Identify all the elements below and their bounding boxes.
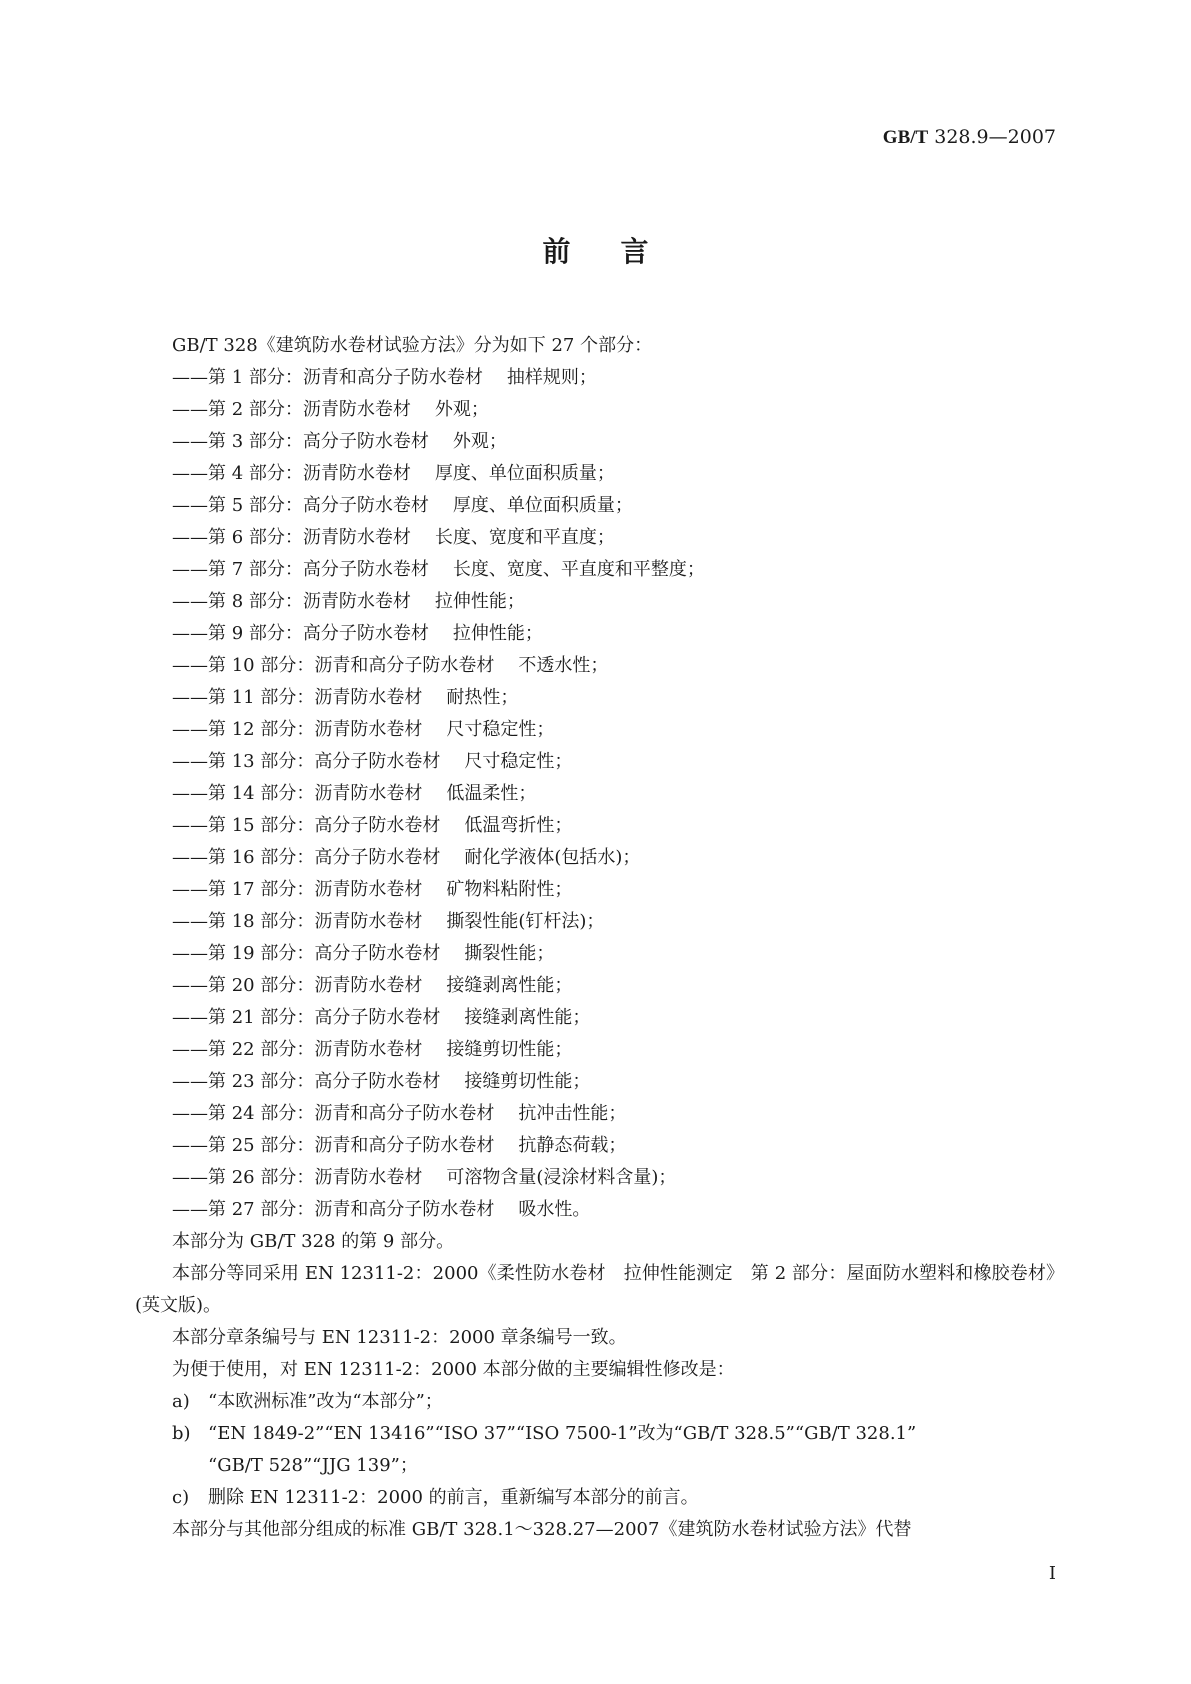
- part-label: ——第 1 部分：沥青和高分子防水卷材: [172, 367, 483, 388]
- part-label: ——第 26 部分：沥青防水卷材: [172, 1167, 423, 1188]
- part-item: [135, 490, 1055, 522]
- part-topic: 拉伸性能；: [434, 591, 525, 612]
- part-item: [135, 938, 1055, 970]
- part-topic: 矿物料粘附性；: [446, 879, 573, 900]
- part-topic: 长度、宽度和平直度；: [434, 527, 615, 548]
- part-item: [135, 586, 1055, 618]
- part-topic: 厚度、单位面积质量；: [452, 495, 633, 516]
- part-item: [135, 810, 1055, 842]
- change-item-b-continuation: “GB/T 528”“JJG 139”；: [208, 1455, 418, 1476]
- part-item: [135, 362, 1055, 394]
- part-topic: 外观；: [452, 431, 507, 452]
- part-topic: 不透水性；: [518, 655, 609, 676]
- part-item: [135, 554, 1055, 586]
- part-item: [135, 682, 1055, 714]
- intro-paragraph: GB/T 328《建筑防水卷材试验方法》分为如下 27 个部分：: [172, 335, 653, 356]
- part-topic: 耐热性；: [446, 687, 519, 708]
- part-item: [135, 1002, 1055, 1034]
- part-label: ——第 6 部分：沥青防水卷材: [172, 527, 411, 548]
- part-label: ——第 24 部分：沥青和高分子防水卷材: [172, 1103, 495, 1124]
- list-label: a): [172, 1391, 190, 1412]
- change-item-a: [135, 1386, 1055, 1418]
- part-topic: 耐化学液体(包括水)；: [464, 847, 641, 868]
- part-topic: 厚度、单位面积质量；: [434, 463, 615, 484]
- part-item: [135, 1162, 1055, 1194]
- part-topic: 接缝剪切性能；: [446, 1039, 573, 1060]
- part-item: [135, 842, 1055, 874]
- part-item: [135, 394, 1055, 426]
- list-text: “本欧洲标准”改为“本部分”；: [208, 1391, 443, 1412]
- part-label: ——第 23 部分：高分子防水卷材: [172, 1071, 441, 1092]
- part-topic: 拉伸性能；: [452, 623, 543, 644]
- part-label: ——第 2 部分：沥青防水卷材: [172, 399, 411, 420]
- part-label: ——第 3 部分：高分子防水卷材: [172, 431, 429, 452]
- statement-equivalence: 本部分等同采用 EN 12311-2：2000《柔性防水卷材 拉伸性能测定 第 2 部分：屋面防水塑料和橡胶卷材》(英文版)。: [135, 1263, 1055, 1316]
- part-label: ——第 16 部分：高分子防水卷材: [172, 847, 441, 868]
- standard-prefix: GB/T: [882, 127, 929, 148]
- part-topic: 撕裂性能；: [464, 943, 555, 964]
- part-topic: 外观；: [434, 399, 489, 420]
- page-title: 前言: [542, 235, 699, 268]
- part-label: ——第 7 部分：高分子防水卷材: [172, 559, 429, 580]
- part-label: ——第 20 部分：沥青防水卷材: [172, 975, 423, 996]
- part-label: ——第 19 部分：高分子防水卷材: [172, 943, 441, 964]
- list-text: “EN 1849-2”“EN 13416”“ISO 37”“ISO 7500-1”改为“GB/T 328.5”“GB/T 328.1”: [208, 1423, 917, 1444]
- part-label: ——第 25 部分：沥青和高分子防水卷材: [172, 1135, 495, 1156]
- document-body: [135, 330, 1055, 1546]
- part-item: [135, 1194, 1055, 1226]
- part-topic: 撕裂性能(钉杆法)；: [446, 911, 605, 932]
- change-item-c: [135, 1482, 1055, 1514]
- part-label: ——第 17 部分：沥青防水卷材: [172, 879, 423, 900]
- part-label: ——第 8 部分：沥青防水卷材: [172, 591, 411, 612]
- part-topic: 吸水性。: [518, 1199, 591, 1220]
- part-item: [135, 650, 1055, 682]
- part-label: ——第 18 部分：沥青防水卷材: [172, 911, 423, 932]
- list-text: 删除 EN 12311-2：2000 的前言，重新编写本部分的前言。: [208, 1487, 699, 1508]
- part-label: ——第 22 部分：沥青防水卷材: [172, 1039, 423, 1060]
- statement-clause: 本部分章条编号与 EN 12311-2：2000 章条编号一致。: [172, 1327, 627, 1348]
- change-item-b: [135, 1418, 1055, 1450]
- statement-changes: 为便于使用，对 EN 12311-2：2000 本部分做的主要编辑性修改是：: [172, 1359, 735, 1380]
- list-label: b): [172, 1423, 191, 1444]
- part-item: [135, 874, 1055, 906]
- standard-number: [883, 126, 1056, 149]
- part-label: ——第 9 部分：高分子防水卷材: [172, 623, 429, 644]
- part-label: ——第 15 部分：高分子防水卷材: [172, 815, 441, 836]
- part-item: [135, 970, 1055, 1002]
- part-label: ——第 13 部分：高分子防水卷材: [172, 751, 441, 772]
- part-item: [135, 714, 1055, 746]
- part-label: ——第 11 部分：沥青防水卷材: [172, 687, 423, 708]
- statement-replace: 本部分与其他部分组成的标准 GB/T 328.1～328.27—2007《建筑防水卷材试验方法》代替: [172, 1519, 912, 1540]
- part-item: [135, 426, 1055, 458]
- part-label: ——第 12 部分：沥青防水卷材: [172, 719, 423, 740]
- list-label: c): [172, 1487, 190, 1508]
- part-topic: 接缝剥离性能；: [464, 1007, 591, 1028]
- part-item: [135, 1098, 1055, 1130]
- part-item: [135, 778, 1055, 810]
- part-label: ——第 21 部分：高分子防水卷材: [172, 1007, 441, 1028]
- part-topic: 可溶物含量(浸涂材料含量)；: [446, 1167, 677, 1188]
- part-label: ——第 4 部分：沥青防水卷材: [172, 463, 411, 484]
- part-topic: 低温柔性；: [446, 783, 537, 804]
- part-label: ——第 27 部分：沥青和高分子防水卷材: [172, 1199, 495, 1220]
- part-topic: 抽样规则；: [506, 367, 597, 388]
- part-item: [135, 618, 1055, 650]
- part-topic: 抗静态荷载；: [518, 1135, 627, 1156]
- part-item: [135, 522, 1055, 554]
- part-item: [135, 746, 1055, 778]
- part-topic: 接缝剥离性能；: [446, 975, 573, 996]
- standard-code: 328.9—2007: [928, 126, 1056, 148]
- part-item: [135, 458, 1055, 490]
- part-topic: 尺寸稳定性；: [464, 751, 573, 772]
- part-item: [135, 906, 1055, 938]
- statement-part: 本部分为 GB/T 328 的第 9 部分。: [172, 1231, 455, 1252]
- page-number: I: [1048, 1563, 1056, 1584]
- part-label: ——第 5 部分：高分子防水卷材: [172, 495, 429, 516]
- part-label: ——第 14 部分：沥青防水卷材: [172, 783, 423, 804]
- parts-list: [135, 362, 1055, 1226]
- part-item: [135, 1066, 1055, 1098]
- part-topic: 接缝剪切性能；: [464, 1071, 591, 1092]
- part-item: [135, 1130, 1055, 1162]
- part-topic: 长度、宽度、平直度和平整度；: [452, 559, 705, 580]
- part-item: [135, 1034, 1055, 1066]
- part-label: ——第 10 部分：沥青和高分子防水卷材: [172, 655, 495, 676]
- part-topic: 抗冲击性能；: [518, 1103, 627, 1124]
- part-topic: 低温弯折性；: [464, 815, 573, 836]
- part-topic: 尺寸稳定性；: [446, 719, 555, 740]
